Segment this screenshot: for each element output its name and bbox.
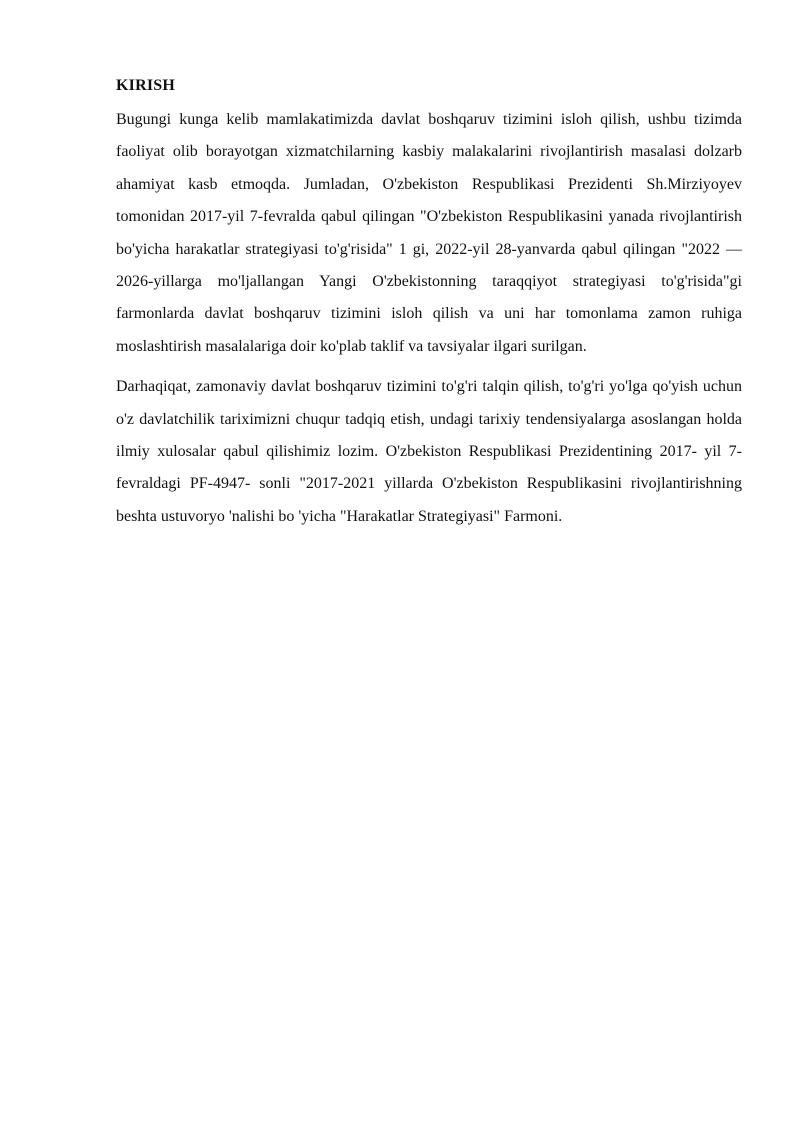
paragraph-intro: Bugungi kunga kelib mamlakatimizda davlat boshqaruv tizimini isloh qilish, ushbu tizimda faoliyat olib borayotgan xizmatchilarning kasbiy malakalarini rivojlantirish masalasi dolzarb ahamiyat kasb etmoqda. Jumladan, O'zbekiston Respublikasi Prezidenti Sh.Mirziyoyev tomonidan 2017-yil 7-fevralda qabul qilingan "O'zbekiston Respublikasini yanada rivojlantirish bo'yicha harakatlar strategiyasi to'g'risida" 1 gi, 2022-yil 28-yanvarda qabul qilingan "2022 — 2026-yillarga mo'ljallangan Yangi O'zbekistonning taraqqiyot strategiyasi to'g'risida"gi farmonlarda davlat boshqaruv tizimini isloh qilish va uni har tomonlama zamon ruhiga moslashtirish masalalariga doir ko'plab taklif va tavsiyalar ilgari surilgan. xyxy=(116,111,742,355)
section-heading: KIRISH xyxy=(116,77,175,94)
document-body xyxy=(116,74,742,541)
paragraph-second: Darhaqiqat, zamonaviy davlat boshqaruv tizimini to'g'ri talqin qilish, to'g'ri yo'lga qo'yish uchun o'z davlatchilik tariximizni chuqur tadqiq etish, undagi tarixiy tendensiyalarga asoslangan holda ilmiy xulosalar qabul qilishimiz lozim. O'zbekiston Respublikasi Prezidentining 2017- yil 7- fevraldagi PF-4947- sonli "2017-2021 yillarda O'zbekiston Respublikasini rivojlantirishning beshta ustuvoryo 'nalishi bo 'yicha "Harakatlar Strategiyasi" Farmoni. xyxy=(116,378,742,525)
